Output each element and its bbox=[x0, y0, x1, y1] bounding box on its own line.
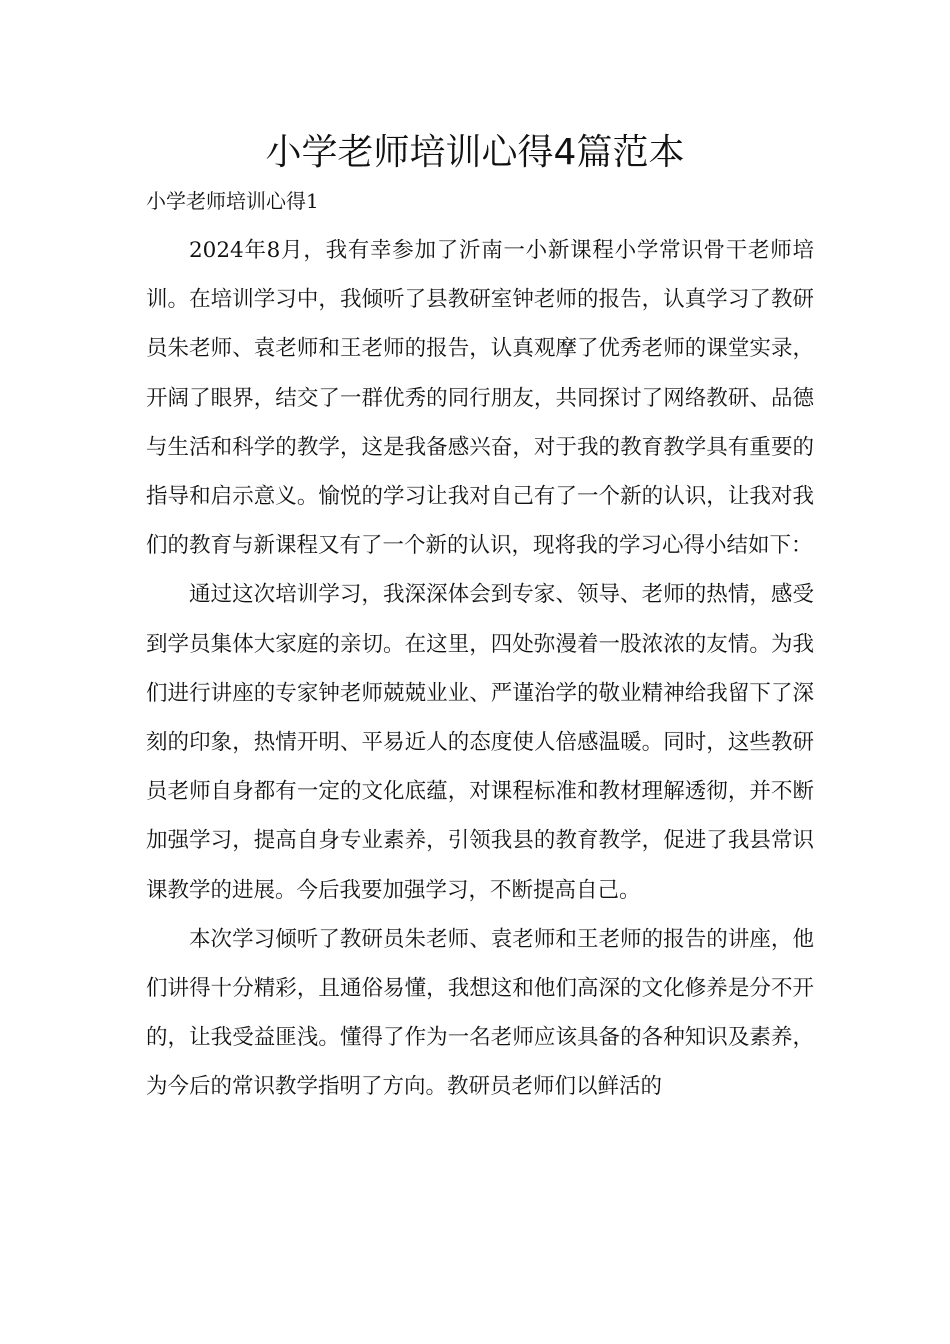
document-body bbox=[146, 226, 814, 1112]
paragraph-3: 本次学习倾听了教研员朱老师、袁老师和王老师的报告的讲座，他们讲得十分精彩，且通俗易懂，我想这和他们高深的文化修养是分不开的，让我受益匪浅。懂得了作为一名老师应该具备的各种知识及素养，为今后的常识教学指明了方向。教研员老师们以鲜活的 bbox=[146, 926, 814, 1100]
section-heading: 小学老师培训心得1 bbox=[146, 189, 319, 213]
page-title: 小学老师培训心得4篇范本 bbox=[265, 132, 685, 173]
paragraph-1: 2024年8月，我有幸参加了沂南一小新课程小学常识骨干老师培训。在培训学习中，我倾听了县教研室钟老师的报告，认真学习了教研员朱老师、袁老师和王老师的报告，认真观摩了优秀老师的课堂实录，开阔了眼界，结交了一群优秀的同行朋友，共同探讨了网络教研、品德与生活和科学的教学，这是我备感兴奋，对于我的教育教学具有重要的指导和启示意义。愉悦的学习让我对自己有了一个新的认识，让我对我们的教育与新课程又有了一个新的认识，现将我的学习心得小结如下： bbox=[146, 238, 814, 559]
paragraph-2: 通过这次培训学习，我深深体会到专家、领导、老师的热情，感受到学员集体大家庭的亲切。在这里，四处弥漫着一股浓浓的友情。为我们进行讲座的专家钟老师兢兢业业、严谨治学的敬业精神给我留下了深刻的印象，热情开明、平易近人的态度使人倍感温暖。同时，这些教研员老师自身都有一定的文化底蕴，对课程标准和教材理解透彻，并不断加强学习，提高自身专业素养，引领我县的教育教学，促进了我县常识课教学的进展。今后我要加强学习，不断提高自己。 bbox=[146, 582, 814, 903]
